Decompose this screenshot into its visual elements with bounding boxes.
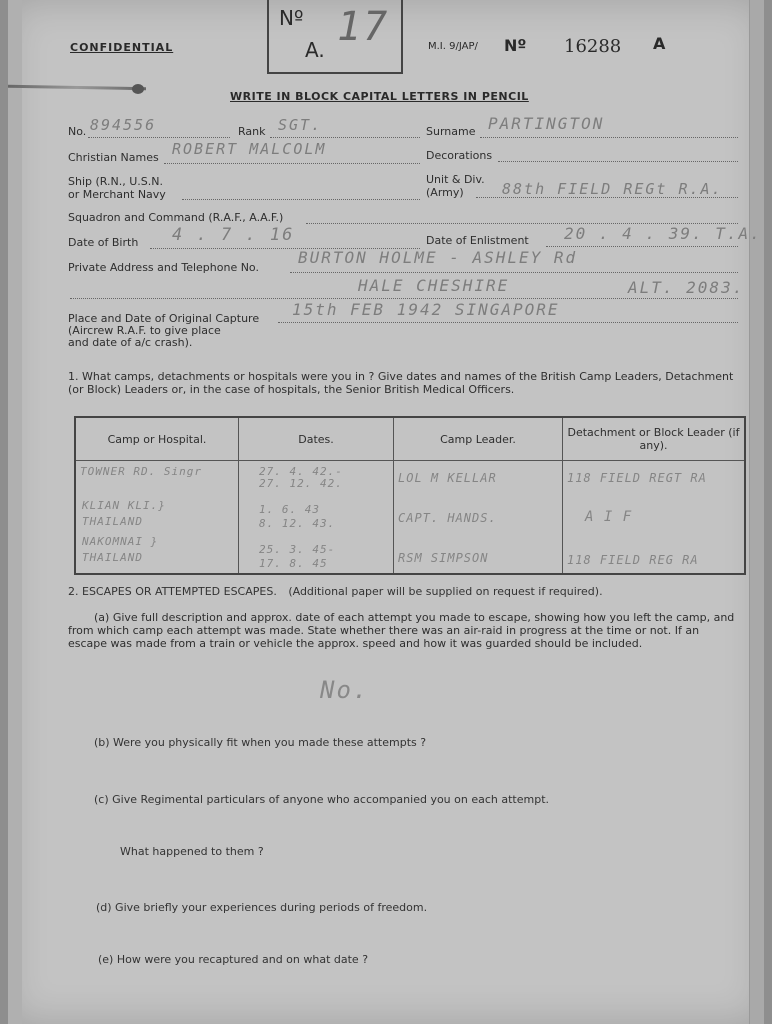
unit-label-2: (Army) bbox=[426, 186, 464, 199]
col-detachment-leader: Detachment or Block Leader (if any). bbox=[563, 417, 746, 461]
surname-line bbox=[480, 137, 738, 138]
camp-leader-cell bbox=[394, 461, 563, 575]
capture-label-2: (Aircrew R.A.F. to give place bbox=[68, 324, 221, 337]
binding-knot bbox=[132, 84, 144, 94]
ref-no-label: Nº bbox=[504, 36, 527, 55]
rank-value: SGT. bbox=[278, 116, 323, 134]
page-left-margin bbox=[8, 0, 22, 1024]
camp-2a: KLIAN KLI.} bbox=[82, 499, 166, 512]
question-2a-text: (a) Give full description and approx. date of each attempt you made to escape, showing how you left the camp, and from which camp each attempt was made. State whether there was an air-raid in progress at the time or not. If an escape was made from a train or vehicle the approx. speed and how it was guarded should be included. bbox=[68, 611, 735, 650]
christian-names-value: ROBERT MALCOLM bbox=[172, 140, 327, 158]
page-right-edge bbox=[749, 0, 764, 1024]
detach-3: 118 FIELD REG RA bbox=[567, 553, 699, 567]
question-2-note: (Additional paper will be supplied on request if required). bbox=[288, 585, 603, 598]
stamp-number: 17 bbox=[337, 4, 390, 50]
stamp-letter: A. bbox=[305, 38, 325, 62]
christian-names-line bbox=[164, 163, 420, 164]
address-label: Private Address and Telephone No. bbox=[68, 261, 259, 274]
enlistment-value: 20 . 4 . 39. T.A. bbox=[564, 224, 762, 243]
enlistment-line bbox=[546, 246, 738, 247]
question-2c-text: (c) Give Regimental particulars of anyone who accompanied you on each attempt. bbox=[94, 793, 550, 806]
capture-label-1: Place and Date of Original Capture bbox=[68, 312, 260, 325]
confidential-label: CONFIDENTIAL bbox=[70, 41, 174, 54]
ref-suffix: A bbox=[653, 34, 666, 53]
unit-line bbox=[476, 197, 738, 198]
unit-value: 88th FIELD REGt R.A. bbox=[502, 180, 723, 198]
christian-names-label: Christian Names bbox=[68, 151, 159, 164]
leader-1: LOL M KELLAR bbox=[398, 471, 497, 485]
date-2a: 1. 6. 43 bbox=[259, 503, 320, 516]
question-2d-text: (d) Give briefly your experiences during periods of freedom. bbox=[96, 901, 428, 914]
date-3a: 25. 3. 45- bbox=[259, 543, 336, 556]
camps-table-header-row bbox=[75, 417, 745, 461]
detach-2: A I F bbox=[585, 509, 633, 525]
surname-label: Surname bbox=[426, 125, 476, 138]
question-2-title: 2. ESCAPES OR ATTEMPTED ESCAPES. bbox=[68, 585, 277, 598]
address-phone: ALT. 2083. bbox=[628, 278, 745, 297]
decorations-label: Decorations bbox=[426, 149, 493, 162]
stamp-no-label: Nº bbox=[279, 6, 304, 30]
capture-label-3: and date of a/c crash). bbox=[68, 336, 193, 349]
date-1b: 27. 12. 42. bbox=[259, 477, 343, 490]
question-2c-followup: What happened to them ? bbox=[120, 845, 264, 858]
ref-prefix: M.I. 9/JAP/ bbox=[428, 41, 478, 52]
decorations-line bbox=[498, 161, 738, 162]
detach-1: 118 FIELD REGT RA bbox=[567, 471, 707, 485]
address-line-1: BURTON HOLME - ASHLEY Rd bbox=[298, 248, 578, 267]
question-2-heading bbox=[68, 585, 603, 598]
unit-label-1: Unit & Div. bbox=[426, 173, 485, 186]
leader-2: CAPT. HANDS. bbox=[398, 511, 497, 525]
capture-value: 15th FEB 1942 SINGAPORE bbox=[292, 300, 560, 319]
detachment-cell bbox=[563, 461, 746, 575]
dob-label: Date of Birth bbox=[68, 236, 139, 249]
no-value: 894556 bbox=[90, 116, 157, 134]
camps-table-body-row bbox=[75, 461, 745, 575]
camp-1: TOWNER RD. Singr bbox=[80, 465, 202, 478]
camp-3b: THAILAND bbox=[82, 551, 143, 564]
rank-label: Rank bbox=[238, 125, 266, 138]
ship-line bbox=[182, 199, 420, 200]
dates-cell bbox=[239, 461, 394, 575]
dob-value: 4 . 7 . 16 bbox=[172, 225, 295, 245]
document-page bbox=[8, 0, 764, 1024]
ref-number: 16288 bbox=[564, 36, 622, 57]
col-camp-leader: Camp Leader. bbox=[394, 417, 563, 461]
ship-label-2: or Merchant Navy bbox=[68, 188, 166, 201]
address-line-2-dots bbox=[70, 298, 738, 299]
reference-stamp bbox=[267, 0, 403, 74]
question-1-text: 1. What camps, detachments or hospitals were you in ? Give dates and names of the British Camp Leaders, Detachment (or Block) Leaders or, in the case of hospitals, the Senior British Medical Officers. bbox=[68, 370, 734, 396]
enlistment-label: Date of Enlistment bbox=[426, 234, 529, 247]
date-1a: 27. 4. 42.- bbox=[259, 465, 343, 478]
camps-table bbox=[74, 416, 746, 575]
ship-label-1: Ship (R.N., U.S.N. bbox=[68, 175, 163, 188]
camp-3a: NAKOMNAI } bbox=[82, 535, 159, 548]
date-3b: 17. 8. 45 bbox=[259, 557, 328, 570]
question-2e-text: (e) How were you recaptured and on what date ? bbox=[98, 953, 369, 966]
surname-value: PARTINGTON bbox=[488, 114, 605, 133]
date-2b: 8. 12. 43. bbox=[259, 517, 336, 530]
no-label: No. bbox=[68, 125, 87, 138]
col-dates: Dates. bbox=[239, 417, 394, 461]
address-line-2: HALE CHESHIRE bbox=[358, 276, 510, 295]
binding-string bbox=[8, 85, 146, 90]
camp-2b: THAILAND bbox=[82, 515, 143, 528]
leader-3: RSM SIMPSON bbox=[398, 551, 489, 565]
camp-cell bbox=[75, 461, 239, 575]
rank-line bbox=[270, 137, 420, 138]
question-2b-text: (b) Were you physically fit when you made these attempts ? bbox=[94, 736, 427, 749]
squadron-label: Squadron and Command (R.A.F., A.A.F.) bbox=[68, 211, 284, 224]
no-line bbox=[88, 137, 230, 138]
question-2a-answer: No. bbox=[320, 676, 370, 704]
col-camp-or-hospital: Camp or Hospital. bbox=[75, 417, 239, 461]
instruction-heading: WRITE IN BLOCK CAPITAL LETTERS IN PENCIL bbox=[230, 90, 529, 103]
address-line-1-dots bbox=[290, 272, 738, 273]
capture-line bbox=[278, 322, 738, 323]
